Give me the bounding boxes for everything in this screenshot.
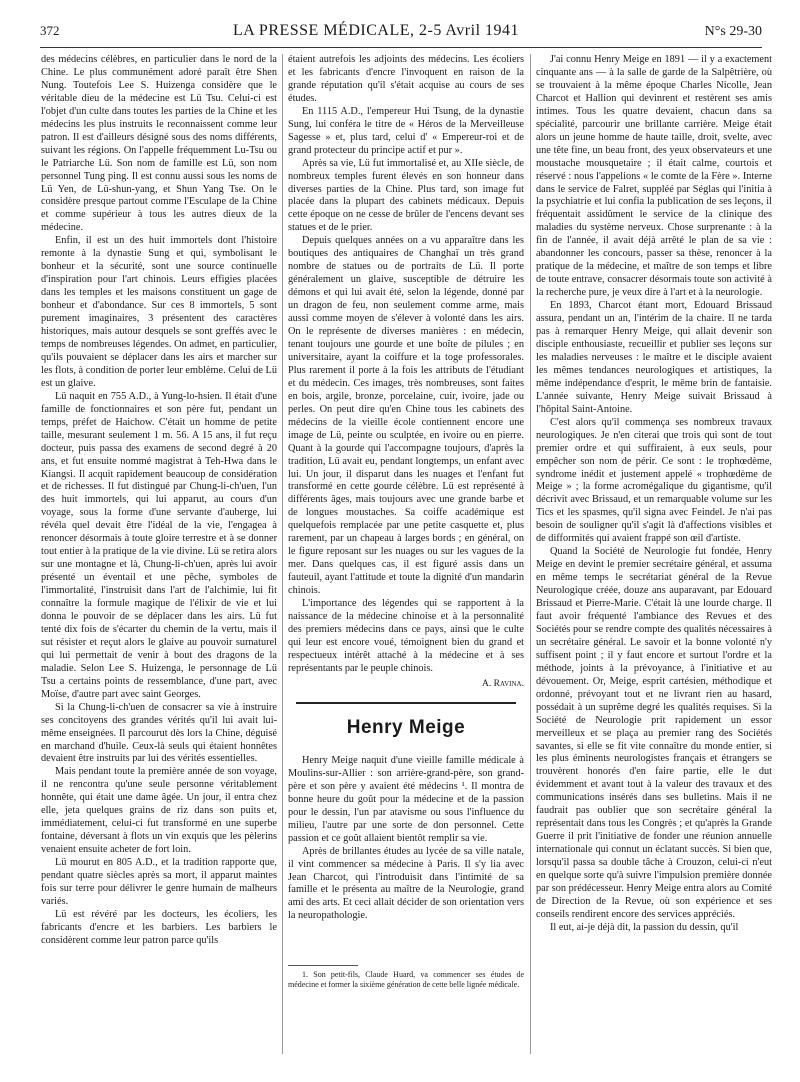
page-number: 372 [40, 23, 60, 38]
footnote: 1. Son petit-fils, Claude Huard, va commencer ses études de médecine et former la sixième génération de cette belle lignée médicale. [288, 969, 524, 989]
paragraph: Mais pendant toute la première année de son voyage, il ne rencontra qu'une seule personne véritablement honnête, qui était une dame âgée. Un jour, il entra chez elle, jeta quelques grains de riz dans son puits et, immédiatement, celui-ci fut transformé en une superbe fontaine, déversant à flots un vin exquis que les pèlerins venaient ensuite acheter de fort loin. [41, 766, 277, 856]
article-continuation [288, 54, 524, 686]
paragraph: Il eut, ai-je déjà dit, la passion du dessin, qu'il [550, 921, 739, 933]
column-divider [530, 54, 531, 1054]
paragraph: Quand la Société de Neurologie fut fondée, Henry Meige en devint le premier secrétaire général, et assuma en même temps le secrétariat général de la Revue Neurologique créée, douze ans auparavant, par Edouard Brissaud et Pierre-Marie. C'était là une lourde charge. Il faut avoir fréquenté l'ambiance des Revues et des Sociétés pour se rendre compte des qualités nécessaires à un secrétaire général. Le savoir et la bonne volonté n'y suffisent point ; il y faut encore et surtout l'ordre et la méthode, joints à la prévoyance, à l'initiative et au dévouement. Or, Meige, esprit cartésien, méthodique et ordonné, prévoyant tout et ne livrant rien au hasard, possédait à un suprême degré les qualités requises. Si la Société de Neurologie prit rapidement un essor merveilleux et se plaça au premier rang des Sociétés savantes, si elle se fit vite connaître du monde entier, si les plus éminents neurologistes français et étrangers se trouvèrent honorés d'en faire partie, elle le dut évidemment et avant tout à la valeur des travaux et des communications insérés dans ses bulletins. Mais il ne faudrait pas oublier que son secrétaire général la représentait dans tous les Congrès ; et qu'après la Grande Guerre il prit l'initiative de fonder une réunion annuelle internationale qui connut un éclatant succès. Si bien que, lorsqu'il passa sa double tâche à Crouzon, celui-ci n'eut en quelque sorte qu'à suivre l'impulsion première donnée par son prédécesseur. Henry Meige entra alors au Comité de Direction de la Revue, où son expérience et ses conseils rendirent encore des services appréciés. [536, 546, 772, 920]
paragraph: Depuis quelques années on a vu apparaître dans les boutiques des antiquaires de Changhaï un très grand nombre de statues ou de portraits de Lü. Il porte généralement un glaive, susceptible de détruire les démons et qui lui avait été, selon la légende, donné par un dragon de feu, non seulement comme arme, mais aussi comme moyen de s'élever à volonté dans les airs. On le représente de diverses manières : en médecin, tenant toujours une gourde et une boîte de pilules ; en universitaire, ayant la coiffure et la toge professorales. Plus rarement il porte à la fois les attributs de l'étudiant et du médecin. Ces images, très nombreuses, sont faites en bois, argile, bronze, porcelaine, cuir, ivoire, jade ou perles. On peut dire qu'en Chine tous les cabinets des médecins de la vieille école contiennent encore une image de Lü, peinte ou sculptée, en ivoire ou en pierre. Quant à la gourde qui l'accompagne toujours, d'après la tradition, Lü avait eu, pendant longtemps, un enfant avec lui. Un jour, il disparut dans les nuages et l'enfant fut transformé en cette gourde célèbre. Lü est représenté à différents âges, mais toujours avec une grande barbe et de longues moustaches. Sa coiffe académique est quelquefois remplacée par une petite casquette et, plus rarement, par un chapeau à larges bords ; en général, on le figure reposant sur les nuages ou sur les vagues de la mer. Dans quelques cas, il est figuré assis dans un fauteuil, ayant l'attitude et toute la dignité d'un mandarin chinois. [288, 235, 524, 597]
paragraph: Henry Meige naquit d'une vieille famille médicale à Moulins-sur-Allier : son arrière-grand-père, son grand-père et son père y avaient été médecins ¹. Il montra de bonne heure du goût pour la médecine et de la passion pour le dessin, l'un par atavisme ou sous l'influence du milieu, l'autre par une sorte de don personnel. Cette passion et ce goût allaient bientôt remplir sa vie. [288, 754, 524, 844]
column-2 [288, 54, 524, 990]
journal-title: LA PRESSE MÉDICALE, 2-5 Avril 1941 [232, 22, 520, 39]
paragraph: Après sa vie, Lü fut immortalisé et, au XIIe siècle, de nombreux temples furent élevés en son honneur dans diverses parties de la Chine. Plus tard, son image fut placée dans la plupart des cabinets médicaux. Depuis cette époque on ne cesse de brûler de l'encens devant ses statues et de le prier. [288, 157, 524, 234]
section-separator [296, 702, 516, 704]
footnote-rule [288, 965, 358, 966]
paragraph: En 1115 A.D., l'empereur Hui Tsung, de la dynastie Sung, lui conféra le titre de « Héros de la Merveilleuse Sagesse » et, plus tard, celui d' « Empereur-roi et de grand protecteur du principe actif et pur ». [288, 105, 524, 156]
column-divider [282, 54, 283, 1054]
paragraph: En 1893, Charcot étant mort, Edouard Brissaud assura, pendant un an, l'intérim de la chaire. Il ne tarda pas à remarquer Henry Meige, qui allait devenir son disciple enthousiaste, recueillir et publier ses leçons sur les maladies nerveuses : le maître et le disciple avaient les mêmes tendances neurologiques et artistiques, la même indépendance d'esprit, le même brin de fantaisie. L'année suivante, Henry Meige suivait Brissaud à l'hôpital Saint-Antoine. [536, 300, 772, 415]
paragraph: Si la Chung-li-ch'uen de consacrer sa vie à instruire ses concitoyens des grandes vérités qu'il lui avait lui-même enseignées. Il parcourut dès lors la Chine, déguisé en marchand d'huile. Ceux-là seuls qui étaient honnêtes devaient être instruits par lui des vérités essentielles. [41, 701, 277, 765]
section-title: Henry Meige [346, 717, 466, 738]
paragraph: Lü mourut en 805 A.D., et la tradition rapporte que, pendant quatre siècles après sa mort, il apparut maintes fois sur terre pour délivrer le genre humain de malheurs variés. [41, 857, 277, 907]
paragraph: Lü est révéré par les docteurs, les écoliers, les fabricants d'encre et les barbiers. Les barbiers le considèrent comme leur patron parce qu'ils [41, 908, 277, 946]
paragraph: Après de brillantes études au lycée de sa ville natale, il vint commencer sa médecine à Paris. Il s'y lia avec Jean Charcot, qui l'introduisit dans l'intimité de sa famille et le présenta au maître de la Neurologie, grand ami des arts. Et ceci allait décider de son orientation vers la neuropathologie. [288, 845, 524, 922]
header-rule [40, 47, 762, 48]
paragraph: J'ai connu Henry Meige en 1891 — il y a exactement cinquante ans — à la salle de garde de la Salpêtrière, où se trouvaient à la même époque Charles Nicolle, Jean Charcot et Hallion qui devinrent et restèrent ses amis intimes. Tous les quatre devaient, chacun dans sa spécialité, parcourir une brillante carrière. Meige était alors un jeune homme de haute taille, droit, svelte, avec une tête fine, un beau front, des yeux observateurs et une moustache mousquetaire ; il était calme, courtois et réservé : nous l'appelions « le comte de la Fère ». Interne dans le service de Falret, suppléé par Séglas qui l'initia à la psychiatrie et lui confia la publication de ses leçons, il fréquentait assidûment le service de la clinique des maladies du système nerveux. Chose surprenante : à la fin de l'année, il avait déjà arrêté le plan de sa vie : abandonner les concours, passer sa thèse, renoncer à la pratique de la médecine, et maître de son temps et libre de toute entrave, consacrer désormais toute son activité à la recherche pure, je veux dire à l'art et à la neurologie. [536, 54, 772, 299]
column-1 [41, 54, 277, 1059]
paragraph: C'est alors qu'il commença ses nombreux travaux neurologiques. Je n'en citerai que trois qui sont de tout premier ordre et qui suffiraient, à eux seuls, pour empêcher son nom de périr. Ce sont : le trophœdème, syndrome inédit et justement appelé « trophœdème de Meige » ; la forme acromégalique du gigantisme, qu'il décrivit avec Brissaud, et un remarquable volume sur les Tics et les spasmes, qu'il signa avec Feindel. Je n'ai pas besoin de souligner qu'il s'agit là d'affections visibles et de difformités qui avaient frappé son œil d'artiste. [536, 416, 772, 545]
paragraph: étaient autrefois les adjoints des médecins. Les écoliers et les fabricants d'encre l'invoquent en raison de la grande réputation qu'il s'était acquise au cours de ses études. [288, 54, 524, 104]
obituary-start [288, 755, 524, 943]
paragraph: Enfin, il est un des huit immortels dont l'histoire remonte à la dynastie Sung et qui, symbolisant le bonheur et la sécurité, sont une source continuelle d'inspiration pour l'art chinois. Leurs effigies placées dans les temples et les maisons constituent un gage de bonheur et d'abondance. Sur ces 8 immortels, 5 sont purement imaginaires, 3 présentent des caractères historiques, mais autour desquels se sont greffés avec le temps de nombreuses légendes. On admet, en particulier, qu'ils pouvaient se déplacer dans les airs et marcher sur les flots, à condition de porter leur emblème. Celui de Lü est un glaive. [41, 235, 277, 389]
paragraph: Lü naquit en 755 A.D., à Yung-lo-hsien. Il était d'une famille de fonctionnaires et son père fut, pendant un temps, préfet de Haichow. C'était un homme de petite taille, mesurant seulement 1 m. 56. A 15 ans, il fut reçu docteur, puis passa des examens de second degré à 20 ans, et fut ensuite nommé magistrat à Teh-Hwa dans le Kiangsi. Il acquit rapidement beaucoup de considération et de richesses. Il fut distingué par Chung-li-ch'uen, l'un des huit immortels, qui lui apparut, au cours d'un voyage, sous la forme d'une servante d'auberge, lui révéla quel devait être l'idéal de la vie, l'engagea à renoncer désormais à toute gloire terrestre et à se donner tout entier à la pratique de la vie divine. Lü se retira alors sur une montagne et là, Chung-li-ch'uen, après lui avoir présenté un éventail et une pêche, symboles de l'immortalité, l'instruisit dans l'art de l'alchimie, lui fit connaître la formule magique de l'élixir de vie et lui donna le pouvoir de se déplacer dans les airs. Lü fut tenté dix fois de s'écarter du chemin de la vertu, mais il sut résister et reçut alors le glaive au pouvoir surnaturel qui lui permettait de venir à bout des dragons de la maladie. Selon Lee S. Huizenga, le personnage de Lü Tsu a certains points de ressemblance, d'une part, avec Moïse, d'autre part avec saint Georges. [41, 390, 277, 700]
running-header [40, 22, 762, 44]
author-signature: A. Ravina. [482, 678, 524, 686]
column-3 [536, 54, 772, 1059]
issue-number: N°s 29-30 [704, 24, 762, 39]
paragraph: des médecins célèbres, en particulier dans le nord de la Chine. Le plus communément adoré paraît être Shen Nung. Toutefois Lee S. Huizenga considère que le véritable dieu de la médecine est Lü Tsu. Celui-ci est l'objet d'un culte dans toutes les parties de la Chine et les médecins les plus instruits le reconnaissent comme leur patron. Il est d'ailleurs désigné sous des noms différents, suivant les régions. On l'appelle fréquemment Lu-Tsu ou le Patriarche Lü. Son nom de famille est Lü, son nom personnel Tung ping. Il est connu aussi sous les noms de Lü Yen, de Lü-shun-yang, et Shun Yang Tse. On le considère presque partout comme l'Esculape de la Chine et comme supérieur à tous les autres dieux de la médecine. [41, 54, 277, 234]
paragraph: L'importance des légendes qui se rapportent à la naissance de la médecine chinoise et à la personnalité des premiers médecins dans ce pays, ainsi que le culte qui leur est encore voué, témoignent bien du grand et respectueux intérêt attaché à la médecine et à ses représentants par le peuple chinois. [288, 598, 524, 674]
